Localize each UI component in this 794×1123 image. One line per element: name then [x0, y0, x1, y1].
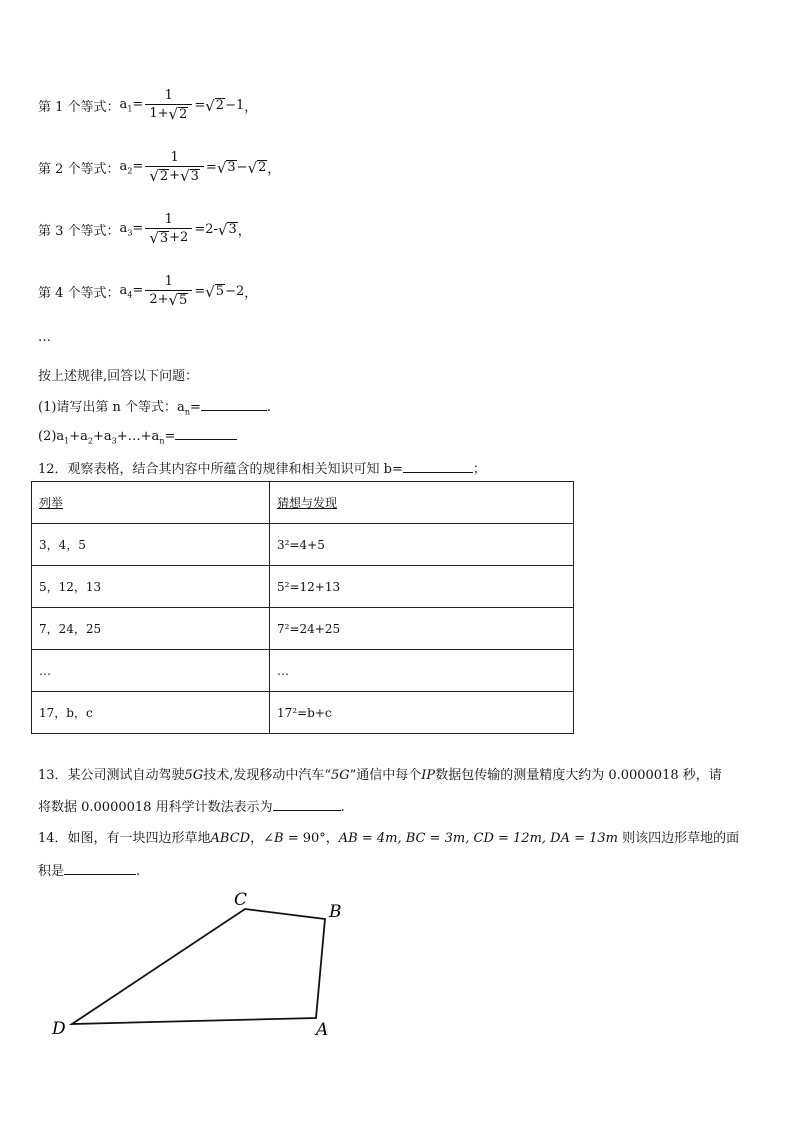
- header-text: 猜想与发现: [277, 496, 338, 510]
- radical: √ 2: [247, 158, 267, 177]
- table-cell: 7，24，25: [32, 608, 270, 650]
- q2-suffix: =: [164, 429, 176, 444]
- radicand: 2: [159, 168, 169, 184]
- numerator: 1: [164, 88, 173, 103]
- radical: √ 2: [168, 105, 188, 123]
- vertex-label-d: D: [52, 1019, 66, 1039]
- den-part: 1+: [149, 106, 169, 121]
- q1-prefix: (1)请写出第 n 个等式：a: [38, 400, 185, 415]
- table-cell: 5，12，13: [32, 566, 270, 608]
- rhs-mid: −1: [225, 98, 245, 113]
- italic-term: 5G: [184, 768, 204, 783]
- text: = 90°，: [283, 831, 339, 846]
- vertex-label-b: B: [329, 902, 342, 922]
- var: a: [119, 97, 128, 113]
- rhs: =: [194, 98, 206, 113]
- q2-sub: 3: [111, 436, 117, 446]
- header-text: 列举: [39, 496, 64, 510]
- text: ，∠: [250, 831, 275, 846]
- radicand: 3: [227, 160, 236, 175]
- italic-term: B: [274, 831, 284, 846]
- numerator: 1: [170, 150, 179, 165]
- italic-term: IP: [421, 768, 436, 783]
- radicand: 3: [159, 230, 169, 246]
- text: ”通信中每个: [349, 768, 422, 783]
- radical: √ 2: [205, 96, 225, 115]
- radicand: 2: [179, 106, 188, 122]
- text: 数据包传输的测量精度大约为 0.0000018 秒，请: [435, 768, 722, 783]
- radical: √ 5: [205, 282, 225, 301]
- radical: √ 5: [168, 291, 188, 309]
- italic-term: 5G: [330, 768, 350, 783]
- text: .: [136, 864, 141, 879]
- equation-2: 第 2 个等式： $a_2=$ 1 √ 2 + √ 3 = √ 3 − √ 2 ，: [38, 150, 281, 185]
- radicand: 3: [190, 168, 199, 184]
- sub: 2: [127, 166, 133, 176]
- var: a: [119, 283, 128, 299]
- sub: 1: [127, 104, 133, 114]
- end-punct: ，: [244, 286, 258, 301]
- radicand: 5: [215, 284, 225, 299]
- var: a: [119, 159, 128, 175]
- q1-sub: n: [184, 407, 190, 417]
- radicand: 2: [258, 160, 267, 175]
- table-cell: 17²=b+c: [270, 692, 574, 734]
- den-part: +: [169, 168, 181, 183]
- text: 则该四边形草地的面: [618, 831, 740, 846]
- numerator: 1: [164, 274, 173, 289]
- q2-sub: n: [159, 436, 165, 446]
- equation-label: 第 2 个等式：: [38, 162, 120, 177]
- equation-label: 第 1 个等式：: [38, 100, 120, 115]
- italic-term: AB = 4m, BC = 3m, CD = 12m, DA = 13m: [338, 831, 619, 846]
- equation-1: 第 1 个等式： $a_1=$ 1 1+ √ 2 = √ 2 −1 ，: [38, 88, 258, 123]
- rhs: =: [194, 284, 206, 299]
- sub: 4: [127, 290, 133, 300]
- radical: √ 3: [217, 220, 237, 239]
- equation-label: 第 4 个等式：: [38, 286, 120, 301]
- table-cell: 5²=12+13: [270, 566, 574, 608]
- equation-3: 第 3 个等式： $a_3=$ 1 √ 3 +2 =2- √ 3 ，: [38, 212, 251, 247]
- table-cell: 7²=24+25: [270, 608, 574, 650]
- italic-term: ABCD: [210, 831, 251, 846]
- text: 14．如图，有一块四边形草地: [38, 831, 211, 846]
- q2-part: +a: [69, 429, 88, 444]
- text: 将数据 0.0000018 用科学计数法表示为: [38, 800, 273, 815]
- vertex-label-c: C: [234, 890, 248, 910]
- equation-4: 第 4 个等式： $a_4=$ 1 2+ √ 5 = √ 5 −2 ，: [38, 274, 258, 309]
- radical: √ 3: [149, 229, 169, 247]
- q2-part: +a: [93, 429, 112, 444]
- radicand: 3: [228, 222, 237, 237]
- radical: √ 2: [149, 167, 169, 185]
- table-cell: …: [32, 650, 270, 692]
- end-punct: ，: [244, 100, 258, 115]
- text: 13．某公司测试自动驾驶: [38, 768, 185, 783]
- q1-end: .: [266, 400, 272, 415]
- rhs: =: [205, 160, 217, 175]
- numerator: 1: [164, 212, 173, 227]
- radical: √ 3: [180, 167, 199, 185]
- p12-text: 12．观察表格，结合其内容中所蕴含的规律和相关知识可知 b=: [38, 462, 403, 477]
- radical: √ 3: [216, 158, 236, 177]
- table-cell: …: [270, 650, 574, 692]
- sub: 3: [127, 228, 133, 238]
- quadrilateral-shape: [72, 909, 325, 1024]
- q2-sub: 2: [87, 436, 94, 446]
- text: .: [340, 800, 345, 815]
- q1-suffix: =: [189, 400, 201, 415]
- rhs: =2-: [194, 222, 218, 237]
- end-punct: ，: [267, 162, 281, 177]
- rhs-mid: −2: [225, 284, 245, 299]
- table-cell: 3²=4+5: [270, 524, 574, 566]
- den-part: 2+: [149, 292, 169, 307]
- radicand: 2: [215, 98, 225, 113]
- instruction: 按上述规律,回答以下问题：: [38, 369, 199, 384]
- var: a: [119, 221, 128, 237]
- end-punct: ，: [237, 224, 251, 239]
- text: 技术,发现移动中汽车“: [203, 768, 331, 783]
- text: 积是: [38, 864, 65, 879]
- p12-end: ；: [472, 462, 486, 477]
- ellipsis: …: [38, 330, 51, 345]
- table-cell: 17，b，c: [32, 692, 270, 734]
- equation-label: 第 3 个等式：: [38, 224, 120, 239]
- radicand: 5: [179, 292, 188, 308]
- table-cell: 3，4，5: [32, 524, 270, 566]
- den-part: +2: [169, 230, 189, 245]
- q2-part: +…+a: [116, 429, 160, 444]
- vertex-label-a: A: [316, 1020, 329, 1040]
- q2-prefix: (2)a: [38, 429, 65, 444]
- q2-sub: 1: [64, 436, 70, 446]
- rhs-mid: −: [236, 160, 248, 175]
